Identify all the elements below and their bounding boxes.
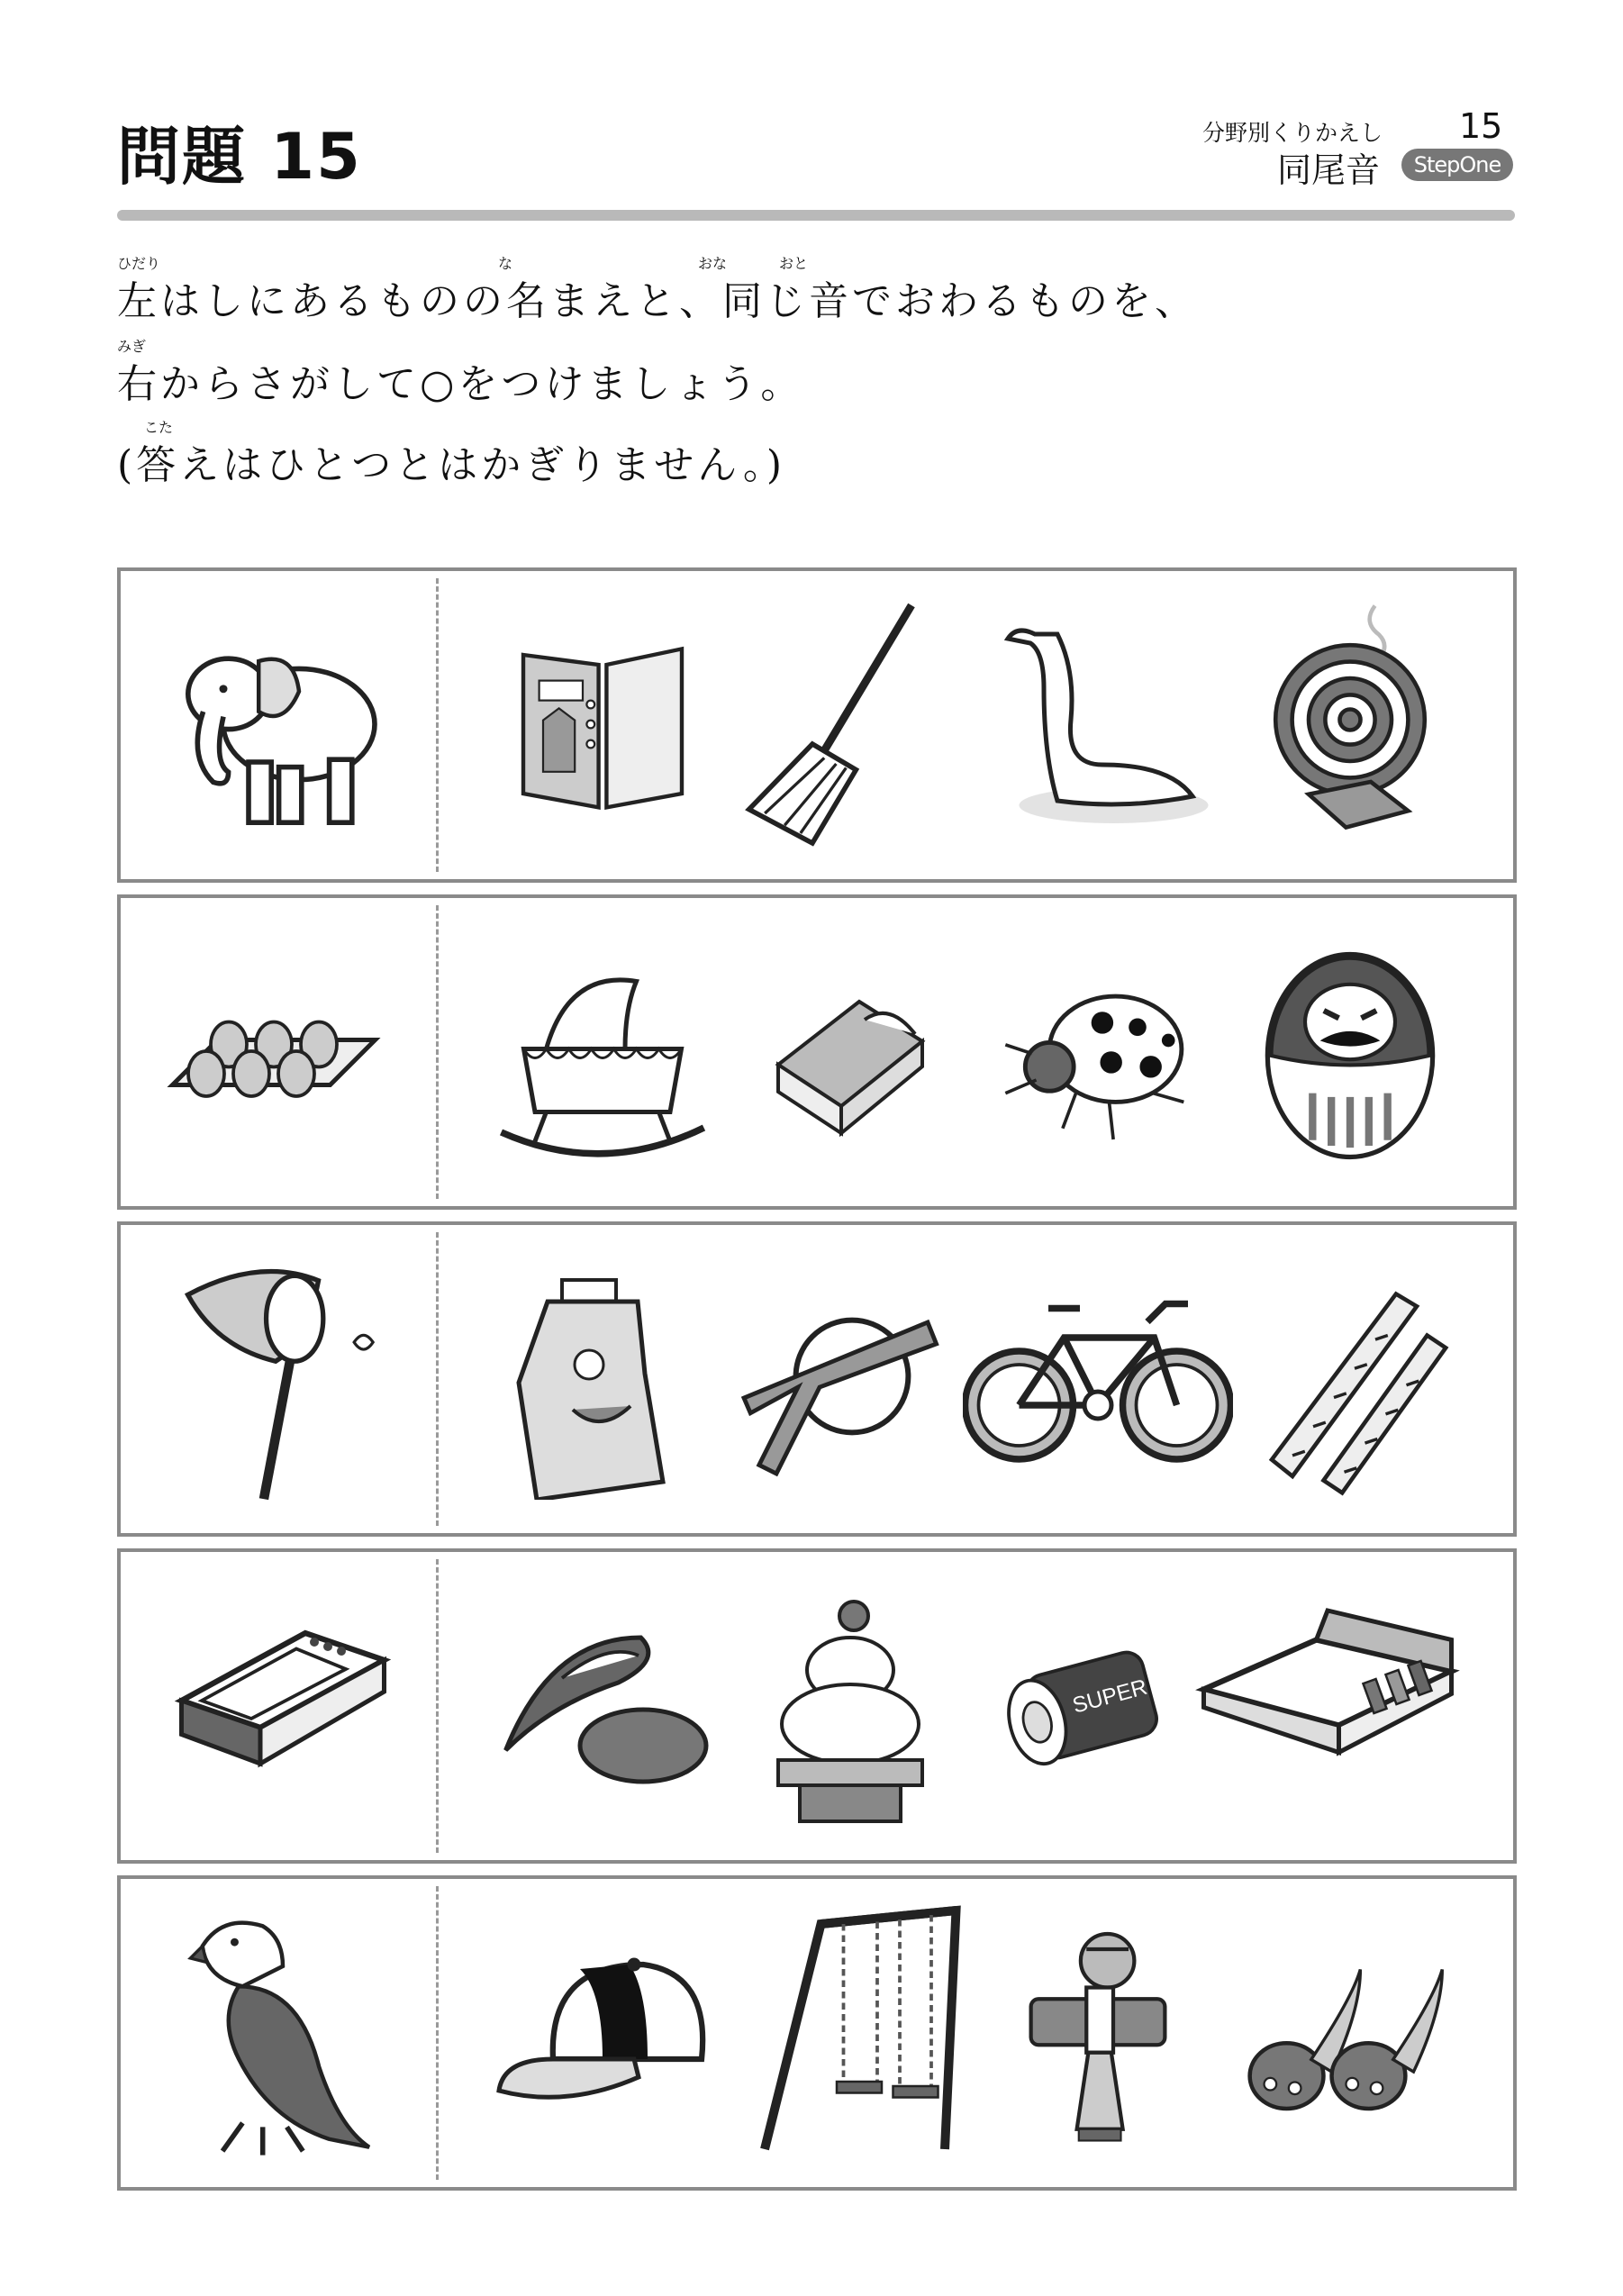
question-row-3 — [117, 1221, 1517, 1537]
instruction-line-1: 左はしにあるものの名まえと、同じ音でおわるものを、 — [117, 278, 1198, 324]
question-row-1 — [117, 567, 1517, 883]
egg-carton-picture — [161, 970, 386, 1132]
worksheet-subtitle: 同尾音 — [1277, 150, 1381, 190]
furigana-oto: おと — [779, 255, 809, 272]
paint-set-picture[interactable] — [1192, 1597, 1463, 1804]
row-divider — [436, 1232, 439, 1526]
page-number: 15 — [1459, 106, 1503, 146]
kagami-mochi-picture[interactable] — [760, 1579, 940, 1840]
category-label: 分野別くりかえし — [1202, 120, 1383, 146]
asparagus-picture[interactable] — [1251, 1270, 1458, 1504]
header-rule — [117, 210, 1515, 221]
daruma-picture[interactable] — [1256, 943, 1445, 1168]
question-row-5 — [117, 1875, 1517, 2191]
ladybug-picture[interactable] — [985, 961, 1210, 1159]
row-divider — [436, 905, 439, 1199]
page-title: 問題 15 — [117, 120, 362, 194]
stepone-badge: StepOne — [1401, 149, 1513, 181]
instruction-line-2: 右からさがして○をつけましょう。 — [117, 361, 804, 407]
kendama-picture[interactable] — [1021, 1924, 1174, 2158]
furigana-na: な — [498, 255, 513, 272]
picture-book-picture[interactable] — [499, 625, 706, 823]
sweet-potato-picture[interactable] — [490, 1615, 724, 1795]
furigana-hidari: ひだり — [117, 255, 161, 272]
swan-picture[interactable] — [985, 607, 1220, 832]
elephant-picture — [143, 598, 404, 850]
furigana-kota: こた — [144, 419, 174, 436]
question-row-4 — [117, 1548, 1517, 1864]
row-divider — [436, 1559, 439, 1853]
instruction-line-3: (答えはひとつとはかぎりません。) — [117, 442, 786, 488]
furigana-migi: みぎ — [117, 338, 147, 355]
battery-label: SUPER — [1070, 1674, 1150, 1719]
tadpoles-picture[interactable] — [1238, 1942, 1463, 2140]
apron-picture[interactable] — [508, 1266, 688, 1500]
butterfly-net-picture — [157, 1252, 409, 1513]
row-divider — [436, 1886, 439, 2180]
battery-picture[interactable] — [994, 1629, 1165, 1782]
eraser-picture[interactable] — [760, 961, 940, 1150]
broom-picture[interactable] — [733, 589, 931, 859]
mosquito-coil-picture[interactable] — [1247, 594, 1454, 846]
cradle-picture[interactable] — [481, 948, 724, 1173]
question-row-2 — [117, 894, 1517, 1210]
clothespin-picture[interactable] — [733, 1279, 949, 1495]
row-divider — [436, 578, 439, 872]
furigana-ona: おな — [698, 255, 728, 272]
bicycle-picture[interactable] — [963, 1279, 1233, 1486]
eagle-picture — [179, 1906, 386, 2167]
swing-picture[interactable] — [742, 1901, 967, 2172]
matchbox-picture — [166, 1611, 400, 1791]
cap-picture[interactable] — [490, 1947, 715, 2127]
